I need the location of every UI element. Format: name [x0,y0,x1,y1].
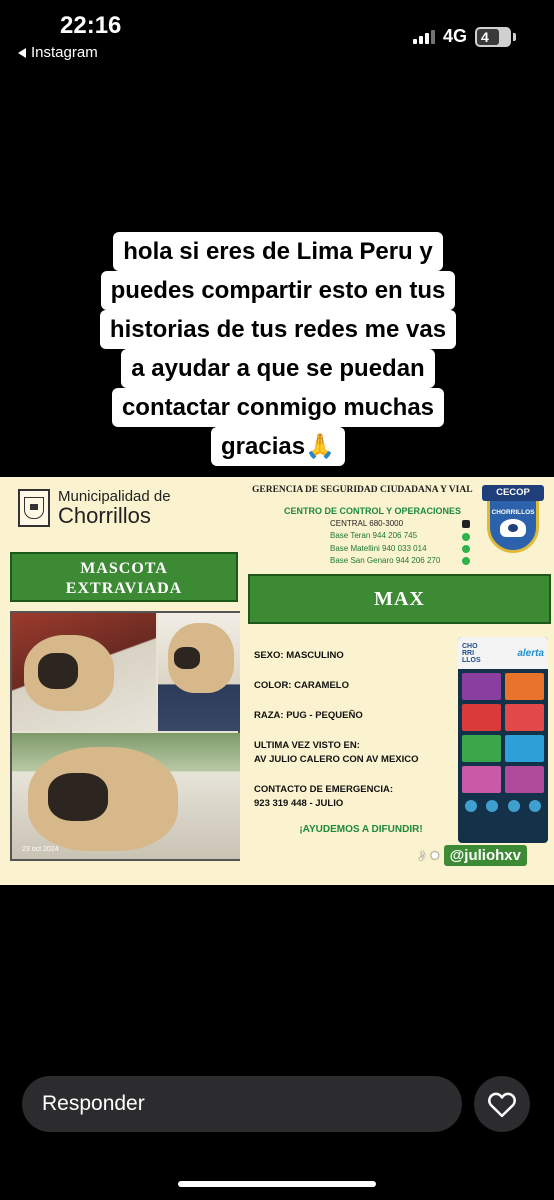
lost-pet-flyer [0,477,554,885]
contact-list [330,518,470,568]
heart-icon [487,1090,517,1118]
story-caption [80,232,476,466]
control-center-title: CENTRO DE CONTROL Y OPERACIONES [284,506,462,516]
alerta-tile [505,704,544,731]
home-indicator[interactable] [178,1181,376,1187]
tiktok-icon: ♪ [418,846,426,864]
battery-level: 4 [481,28,489,45]
alerta-tiles [458,669,548,797]
call-to-action: ¡AYUDEMOS A DIFUNDIR! [299,824,423,835]
back-to-instagram-link[interactable] [18,44,98,61]
network-label: 4G [442,26,467,46]
detail-last-seen: ULTIMA VEZ VISTO EN: AV JULIO CALERO CON AV MEXICO [254,740,419,765]
banner-line2: EXTRAVIADA [65,580,183,597]
contact-item: CENTRAL 680-3000 [330,518,470,530]
caption-line: gracias🙏 [211,427,345,466]
contact-item: Base Matellini 940 033 014 [330,543,470,555]
detail-color: COLOR: CARAMELO [254,680,349,691]
battery-icon [475,27,511,47]
watermark-handle: @juliohxv [444,845,527,866]
contact-item: Base San Genaro 944 206 270 [330,555,470,567]
pug-photo [158,613,240,731]
caption-line: hola si eres de Lima Peru y [113,232,442,271]
status-time: 22:16 [60,12,122,39]
municipality-line1: Municipalidad de [58,488,171,505]
caption-line: a ayudar a que se puedan [121,349,434,388]
lost-pet-banner [10,552,238,602]
alerta-tile [505,766,544,793]
pug-photo [12,733,240,859]
phone-icon [462,520,470,528]
pet-photos [10,611,240,861]
tiktok-watermark [418,845,527,866]
photo-date: 23 oct 2024 [22,846,59,853]
municipality-logo [18,488,171,527]
municipality-seal-icon [18,489,50,527]
back-label: Instagram [31,44,98,61]
cecop-tag: CECOP [482,485,544,501]
alerta-tile [505,735,544,762]
whatsapp-icon [462,557,470,565]
municipality-line2: Chorrillos [58,503,151,528]
cecop-name: CHORRILLOS [491,509,535,516]
detail-breed: RAZA: PUG - PEQUEÑO [254,710,363,721]
detail-sex: SEXO: MASCULINO [254,650,344,661]
cecop-badge [478,481,548,559]
whatsapp-icon [462,533,470,541]
alerta-app-panel [458,637,548,843]
caption-line: puedes compartir esto en tus [101,271,456,310]
contact-item: Base Teran 944 206 745 [330,530,470,542]
user-icon: ● [430,846,440,864]
camera-icon [500,519,526,537]
caption-line: contactar conmigo muchas [112,388,444,427]
banner-line1: MASCOTA [80,560,168,577]
detail-contact: CONTACTO DE EMERGENCIA: 923 319 448 - JULIO [254,784,393,809]
status-indicators [413,26,516,47]
alerta-tile [462,735,501,762]
caption-line: historias de tus redes me vas [100,310,456,349]
alerta-tile [505,673,544,700]
alerta-tile [462,673,501,700]
alerta-tile [462,704,501,731]
pet-name-banner: MAX [248,574,551,624]
pet-details [254,649,454,835]
alerta-brand-2: alerta [517,647,544,659]
back-arrow-icon [18,48,26,58]
like-button[interactable] [474,1076,530,1132]
alerta-brand-1: CHO RRI LLOS [462,642,481,664]
signal-icon [413,30,435,44]
reply-input[interactable]: Responder [22,1076,462,1132]
department-title: GERENCIA DE SEGURIDAD CIUDADANA Y VIAL [252,485,473,495]
whatsapp-icon [462,545,470,553]
pug-photo [12,613,156,731]
alerta-tile [462,766,501,793]
alerta-bottom-bar [458,797,548,815]
